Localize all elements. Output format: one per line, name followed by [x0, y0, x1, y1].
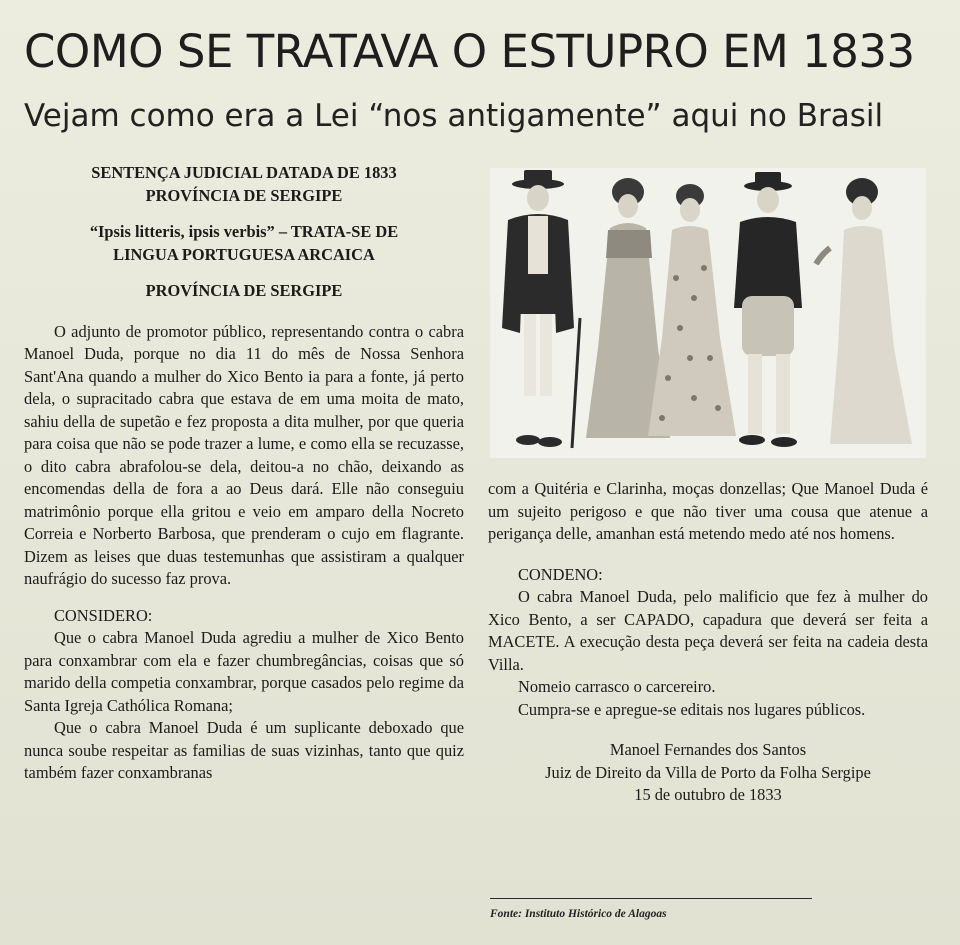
signature-name: Manoel Fernandes dos Santos: [609, 740, 807, 759]
historical-figures-photo: [490, 168, 926, 458]
condeno-paragraph-1: O cabra Manoel Duda, pelo malificio que fez à mulher do Xico Bento, a ser CAPADO, capadura que deverá ser feita a MACETE. A execução desta peça deverá ser feita na cadeia desta Villa.: [488, 587, 928, 674]
period-costume-illustration: [490, 168, 926, 458]
sentence-header-line2: PROVÍNCIA DE SERGIPE: [145, 185, 343, 205]
subheadline: Vejam como era a Lei “nos antigamente” aqui no Brasil: [24, 98, 884, 134]
source-credit: Fonte: Instituto Histórico de Alagoas: [490, 908, 667, 920]
considero-heading: CONSIDERO:: [54, 605, 153, 625]
archaic-note-line1: “Ipsis litteris, ipsis verbis” – TRATA-SE DE: [89, 222, 399, 241]
left-column: [24, 162, 464, 785]
signature-title: Juiz de Direito da Villa de Porto da Folha Sergipe: [545, 762, 871, 782]
paragraph-accusation: O adjunto de promotor público, representando contra o cabra Manoel Duda, porque no dia 11 do mês de Nossa Senhora Sant'Ana quando a mulher do Xico Bento ia para a fonte, já perto dela, o supracitado cabra que estava de em uma moita de mato, sahiu della de supetão e fez proposta a dita mulher, por que queria para coisa que não se pode trazer a lume, e como ella se recuzasse, o dito cabra abrafolou-se dela, deitou-a no chão, deixando as encomendas della de fora a ao Deus dará. Elle não conseguiu matrimônio porque ella gritou e veio em amparo della Nocreto Correia e Norberto Barbosa, que prenderam o cujo em flagrante. Dizem as leises que duas testemunhas que assistiram a qualquer naufrágio do sucesso faz prova.: [24, 321, 464, 588]
considero-continuation: com a Quitéria e Clarinha, moças donzellas; Que Manoel Duda é um sujeito perigoso e que não tiver uma cousa que atenue a perigança delle, amanhan está metendo medo até nos homens.: [488, 479, 928, 543]
sentence-header-line1: SENTENÇA JUDICIAL DATADA DE 1833: [91, 163, 397, 182]
archaic-note-line2: LINGUA PORTUGUESA ARCAICA: [113, 244, 375, 264]
source-divider: [490, 898, 812, 899]
condeno-heading: CONDENO:: [518, 564, 603, 584]
condeno-paragraph-2: Nomeio carrasco o carcereiro.: [518, 677, 716, 696]
condeno-paragraph-3: Cumpra-se e apregue-se editais nos lugares públicos.: [518, 699, 866, 719]
province-heading: PROVÍNCIA DE SERGIPE: [145, 281, 343, 300]
headline: COMO SE TRATAVA O ESTUPRO EM 1833: [24, 25, 915, 78]
considero-paragraph-1: Que o cabra Manoel Duda agrediu a mulher de Xico Bento para conxambrar com ela e fazer chumbregâncias, coisas que só marido della competia conxambrar, porque casados pelo regime da Santa Igreja Cathólica Romana;: [24, 628, 464, 715]
signature-date: 15 de outubro de 1833: [634, 785, 782, 804]
right-column: [488, 478, 928, 807]
considero-paragraph-2: Que o cabra Manoel Duda é um suplicante deboxado que nunca soube respeitar as familias de suas vizinhas, tanto que quiz também fazer conxambranas: [24, 718, 464, 782]
